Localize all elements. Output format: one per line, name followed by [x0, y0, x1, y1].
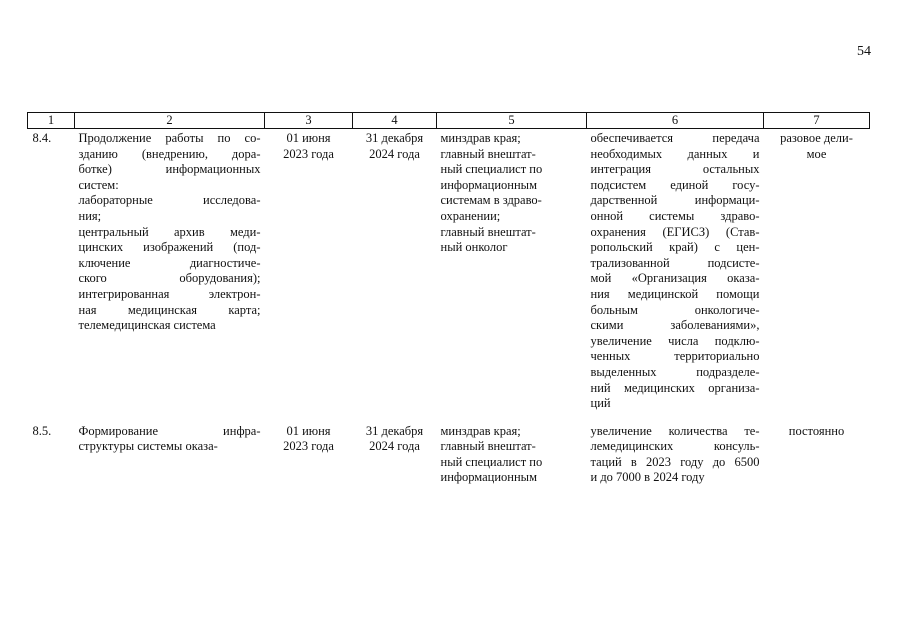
cell-line: лабораторные исследова-: [78, 193, 261, 208]
cell-line: увеличение числа подклю-: [590, 333, 760, 348]
cell-line: лемедицинских консуль-: [590, 439, 760, 454]
cell-line: интеграция остальных: [590, 162, 760, 177]
cell-activity-name: [75, 129, 265, 412]
cell-line: и до 7000 в 2024 году: [590, 470, 705, 485]
cell-line: ния медицинской помощи: [590, 286, 760, 301]
header-col-6: 6: [587, 113, 764, 129]
cell-end-date: [353, 422, 437, 486]
cell-line: больным онкологиче-: [590, 302, 760, 317]
cell-result: [587, 422, 764, 486]
cell-periodicity: [764, 129, 870, 412]
cell-periodicity: [764, 422, 870, 486]
cell-line: цинских изображений (под-: [78, 240, 261, 255]
cell-line: ского оборудования);: [78, 271, 261, 286]
table-header-row: [28, 113, 870, 129]
table-body: [28, 129, 870, 487]
header-col-4: 4: [353, 113, 437, 129]
cell-line: ния;: [78, 208, 102, 223]
cell-line: системам в здраво-: [440, 193, 542, 208]
cell-line: 01 июня: [286, 131, 331, 145]
cell-line: информационным: [440, 470, 537, 485]
cell-line: трализованной подсисте-: [590, 255, 760, 270]
cell-line: ключение диагностиче-: [78, 255, 261, 270]
cell-line: минздрав края;: [440, 131, 521, 145]
cell-line: 31 декабря: [365, 423, 424, 438]
cell-line: 31 декабря: [365, 131, 424, 145]
cell-line: главный внештат-: [440, 224, 536, 239]
cell-line: дарственной информаци-: [590, 193, 760, 208]
cell-start-date: [265, 129, 353, 412]
cell-line: мое: [806, 146, 827, 161]
cell-line: подсистем единой госу-: [590, 177, 760, 192]
cell-number: [28, 129, 75, 412]
table-row: [28, 422, 870, 486]
header-col-7: 7: [764, 113, 870, 129]
cell-line: 8.5.: [32, 423, 52, 438]
cell-line: ропольский край) с цен-: [590, 240, 760, 255]
cell-line: ций: [590, 396, 611, 411]
cell-line: 2023 года: [283, 439, 334, 454]
cell-line: Формирование инфра-: [78, 423, 261, 438]
cell-line: минздрав края;: [440, 423, 521, 438]
cell-line: зданию (внедрению, дора-: [78, 146, 261, 161]
cell-line: 2024 года: [369, 146, 420, 161]
cell-line: систем:: [78, 177, 119, 192]
cell-line: Продолжение работы по со-: [78, 131, 261, 145]
header-col-2: 2: [75, 113, 265, 129]
cell-line: ный онколог: [440, 240, 508, 255]
cell-responsible: [437, 422, 587, 486]
cell-line: выделенных подразделе-: [590, 364, 760, 379]
cell-line: главный внештат-: [440, 146, 536, 161]
cell-line: 8.4.: [32, 131, 52, 145]
cell-activity-name: [75, 422, 265, 486]
cell-line: мой «Организация оказа-: [590, 271, 760, 286]
cell-line: центральный архив меди-: [78, 224, 261, 239]
cell-line: необходимых данных и: [590, 146, 760, 161]
header-col-1: 1: [28, 113, 75, 129]
cell-line: таций в 2023 году до 6500: [590, 454, 760, 469]
cell-end-date: [353, 129, 437, 412]
cell-line: структуры системы оказа-: [78, 439, 218, 454]
cell-line: 2023 года: [283, 146, 334, 161]
activities-table: [27, 112, 870, 486]
cell-line: главный внештат-: [440, 439, 536, 454]
cell-number: [28, 422, 75, 486]
cell-line: ный специалист по: [440, 162, 543, 177]
cell-line: онной системы здраво-: [590, 208, 760, 223]
row-spacer: [28, 412, 870, 422]
cell-line: охранении;: [440, 208, 501, 223]
table-row: [28, 129, 870, 412]
cell-line: скими заболеваниями»,: [590, 318, 760, 333]
cell-line: ная медицинская карта;: [78, 302, 261, 317]
cell-line: постоянно: [788, 423, 845, 438]
cell-line: информационным: [440, 177, 537, 192]
cell-line: обеспечивается передача: [590, 131, 760, 145]
header-col-5: 5: [437, 113, 587, 129]
cell-line: 01 июня: [286, 423, 331, 438]
cell-line: ный специалист по: [440, 454, 543, 469]
cell-line: разовое дели-: [780, 131, 853, 145]
page-number: 54: [857, 44, 871, 59]
cell-line: 2024 года: [369, 439, 420, 454]
cell-line: увеличение количества те-: [590, 423, 760, 438]
cell-line: ний медицинских организа-: [590, 380, 760, 395]
cell-result: [587, 129, 764, 412]
cell-line: охранения (ЕГИСЗ) (Став-: [590, 224, 760, 239]
header-col-3: 3: [265, 113, 353, 129]
cell-line: интегрированная электрон-: [78, 286, 261, 301]
cell-line: телемедицинская система: [78, 318, 216, 333]
cell-responsible: [437, 129, 587, 412]
cell-start-date: [265, 422, 353, 486]
cell-line: ченных территориально: [590, 349, 760, 364]
cell-line: ботке) информационных: [78, 162, 261, 177]
